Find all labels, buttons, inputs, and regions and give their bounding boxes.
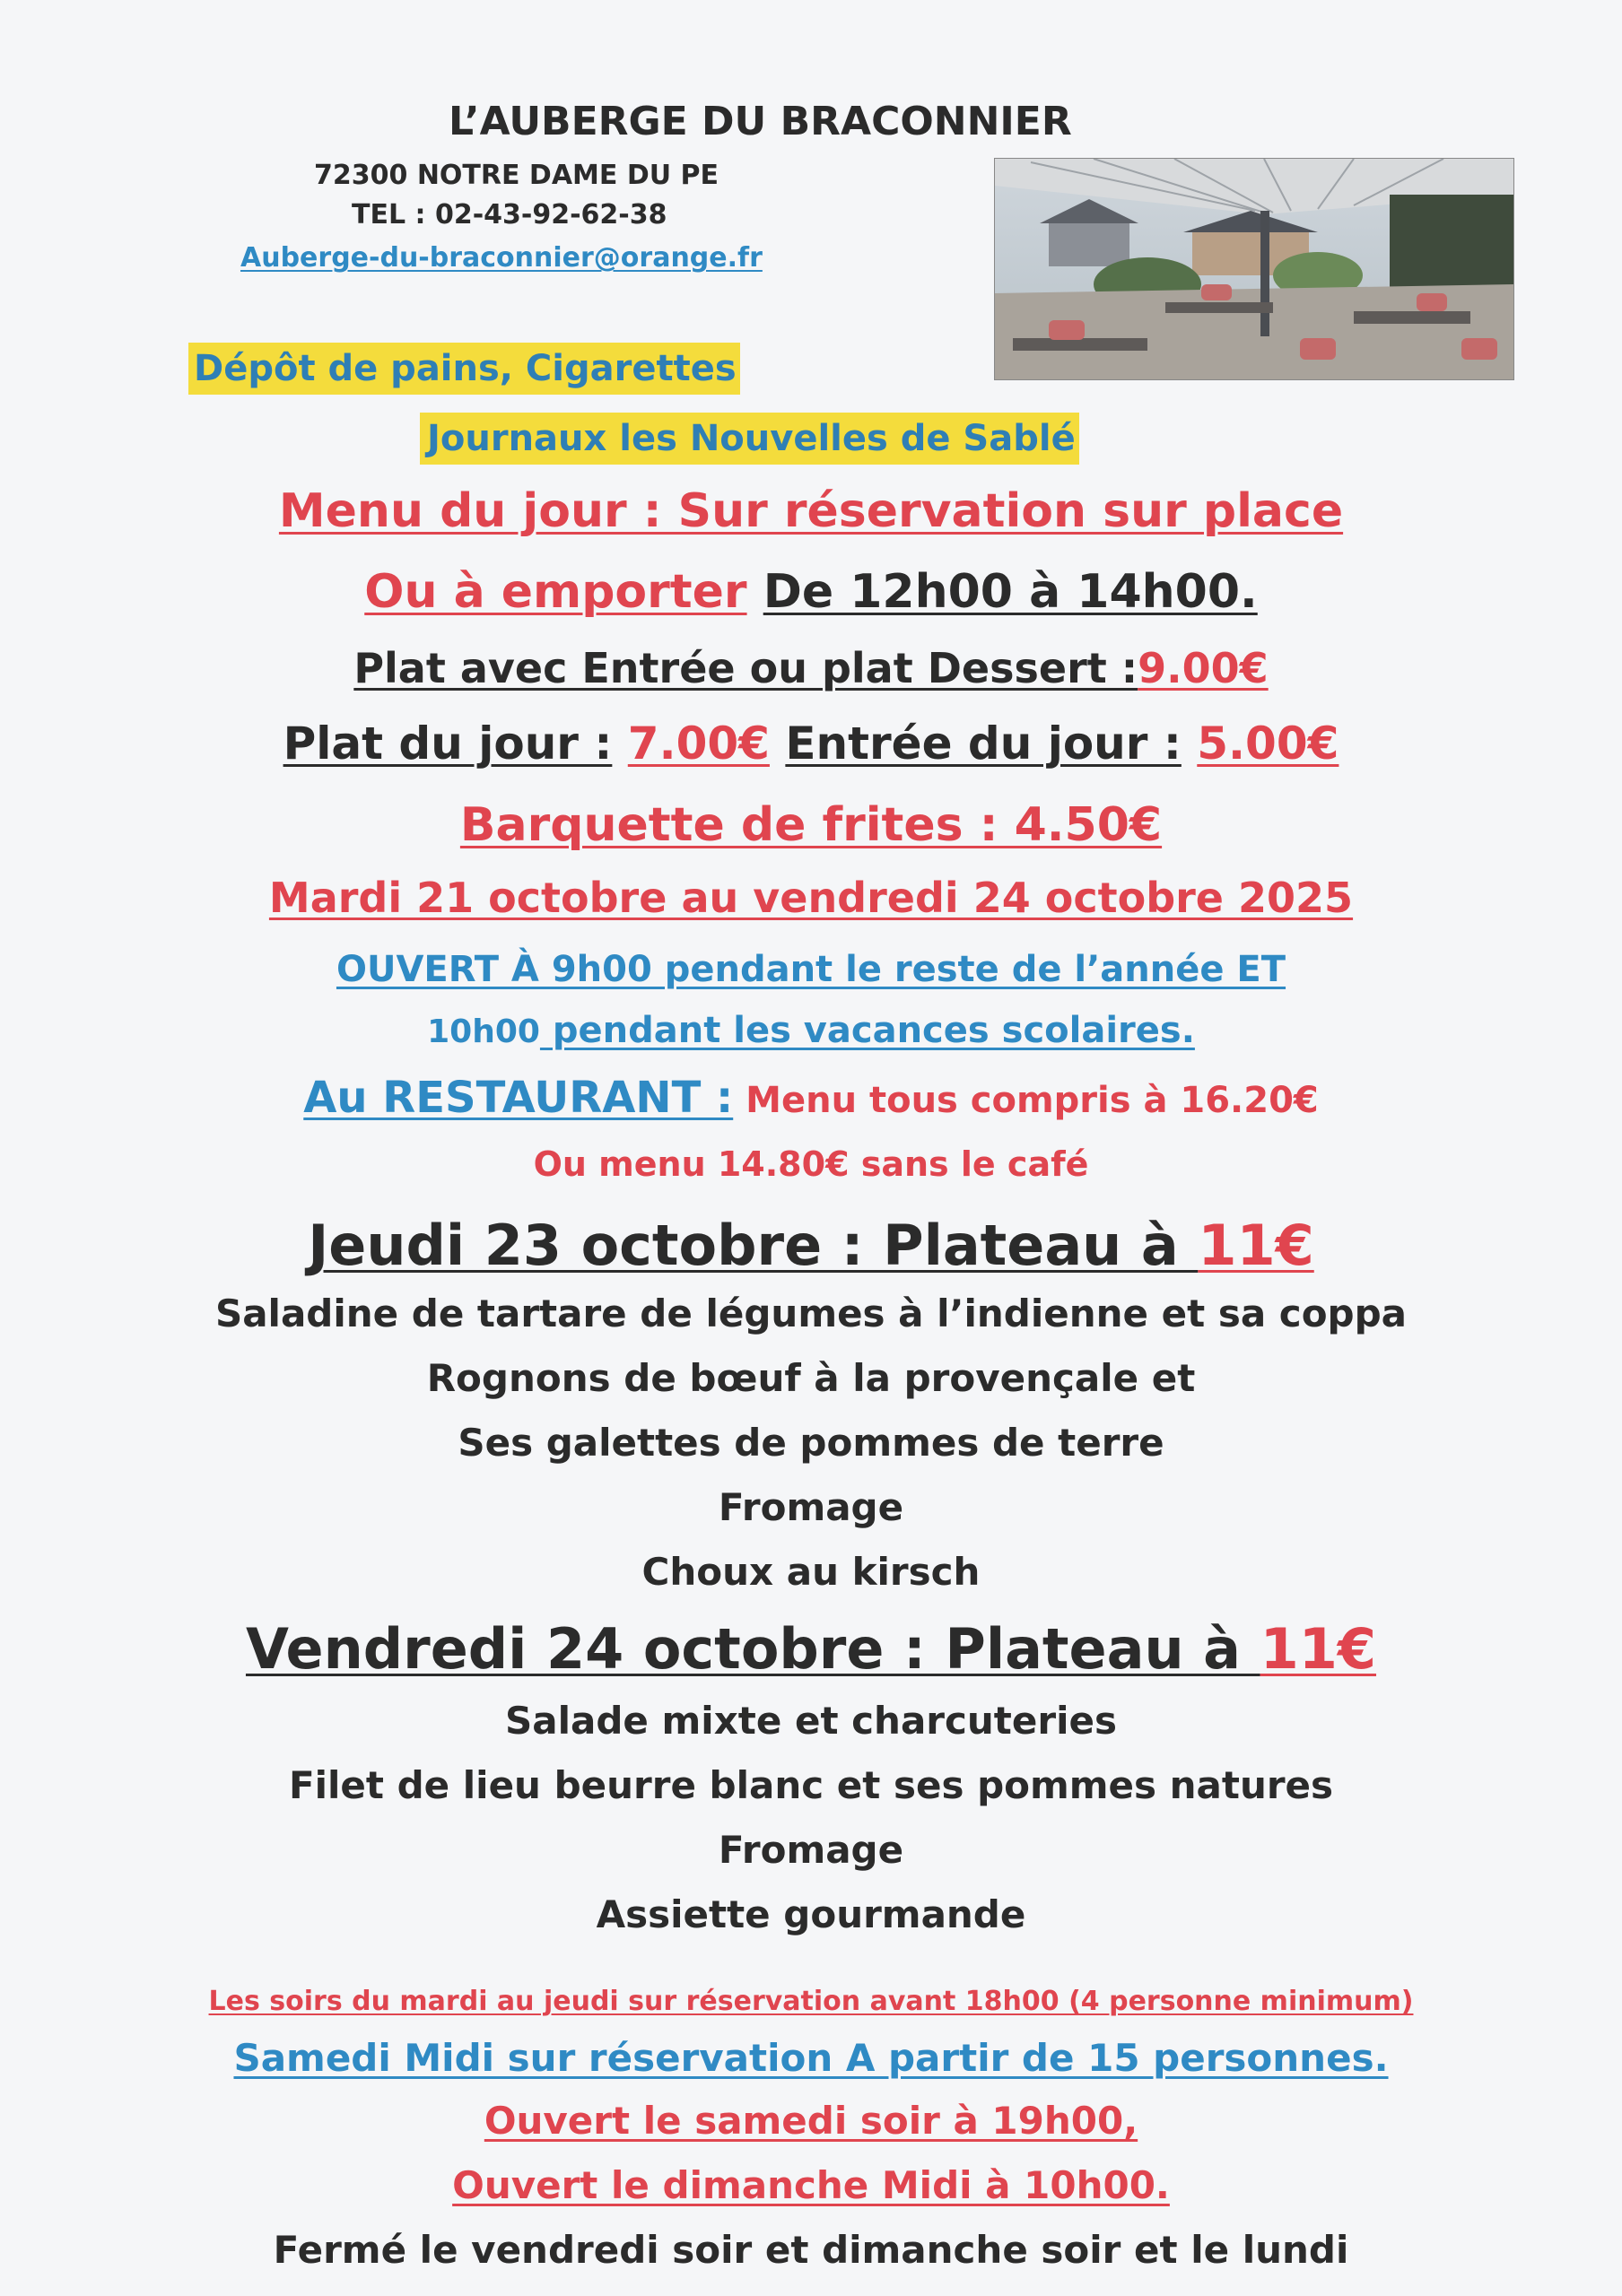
services-line-1: Dépôt de pains, Cigarettes (188, 343, 740, 395)
day2-item: Salade mixte et charcuteries (505, 1699, 1117, 1743)
evening-reservation-note: Les soirs du mardi au jeudi sur réservation avant 18h00 (4 personne minimum) (208, 1986, 1414, 2017)
day1-title: Jeudi 23 octobre : Plateau à 11€ (308, 1213, 1314, 1278)
saturday-evening-note: Ouvert le samedi soir à 19h00, (484, 2099, 1138, 2143)
day2-item: Fromage (718, 1828, 904, 1872)
frites-price: Barquette de frites : 4.50€ (459, 798, 1163, 852)
restaurant-menu-alt: Ou menu 14.80€ sans le café (533, 1144, 1089, 1184)
sunday-lunch-note: Ouvert le dimanche Midi à 10h00. (452, 2163, 1170, 2207)
emporter-hours: Ou à emporter De 12h00 à 14h00. (364, 565, 1258, 619)
saturday-lunch-note: Samedi Midi sur réservation A partir de 15 personnes. (233, 2036, 1389, 2080)
day1-item: Choux au kirsch (641, 1550, 981, 1594)
plat-entree-dessert-price: Plat avec Entrée ou plat Dessert :9.00€ (353, 644, 1269, 692)
day2-item: Filet de lieu beurre blanc et ses pommes natures (288, 1763, 1334, 1807)
address: 72300 NOTRE DAME DU PE (314, 160, 719, 191)
day1-item: Rognons de bœuf à la provençale et (426, 1356, 1196, 1400)
period-dates: Mardi 21 octobre au vendredi 24 octobre 2025 (268, 874, 1354, 922)
services-line-2: Journaux les Nouvelles de Sablé (420, 413, 1079, 465)
day1-item: Ses galettes de pommes de terre (458, 1421, 1164, 1465)
restaurant-name: L’AUBERGE DU BRACONNIER (449, 99, 1072, 144)
closed-days-note: Fermé le vendredi soir et dimanche soir et le lundi (273, 2228, 1349, 2272)
opening-hours-line-1: OUVERT À 9h00 pendant le reste de l’année ET (336, 949, 1286, 990)
plat-entree-prices: Plat du jour : 7.00€ Entrée du jour : 5.00€ (283, 718, 1339, 770)
day2-title: Vendredi 24 octobre : Plateau à 11€ (245, 1616, 1377, 1682)
restaurant-menu: Au RESTAURANT : Menu tous compris à 16.20€ (303, 1073, 1319, 1123)
telephone: TEL : 02-43-92-62-38 (352, 199, 667, 230)
day1-item: Saladine de tartare de légumes à l’indienne et sa coppa (214, 1292, 1408, 1335)
email-link[interactable]: Auberge-du-braconnier@orange.fr (240, 242, 763, 274)
menu-du-jour-title: Menu du jour : Sur réservation sur place (278, 484, 1344, 538)
day1-item: Fromage (718, 1485, 904, 1529)
terrace-photo (994, 158, 1514, 380)
day2-item: Assiette gourmande (596, 1892, 1026, 1936)
opening-hours-line-2: 10h00 pendant les vacances scolaires. (427, 1010, 1195, 1051)
